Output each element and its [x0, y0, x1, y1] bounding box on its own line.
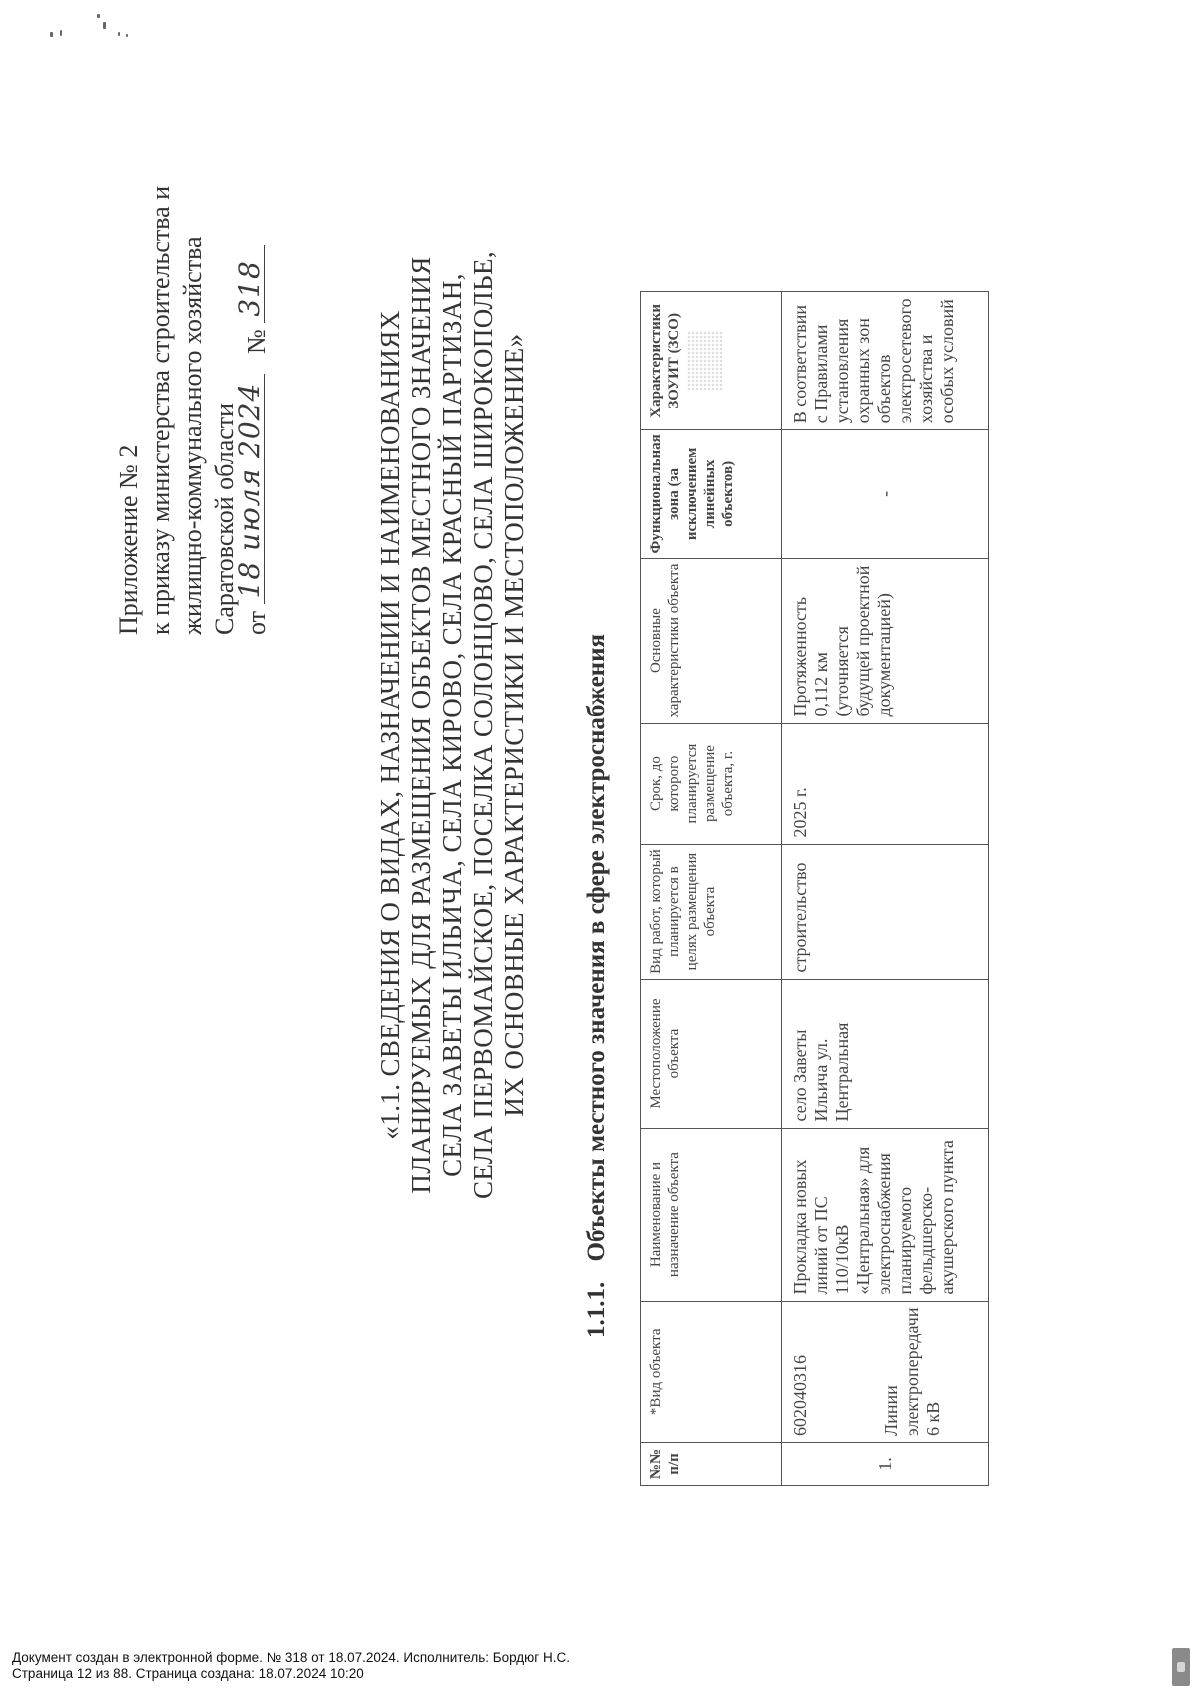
table-row — [782, 292, 989, 1486]
number-signature-line — [233, 245, 266, 323]
scan-speck — [103, 22, 106, 29]
appendix-order-line: к приказу министерства строительства и — [146, 185, 175, 635]
footer-line-2: Страница 12 из 88. Страница создана: 18.07.2024 10:20 — [12, 1666, 364, 1681]
row-num: 1. — [782, 1443, 989, 1486]
header-main: Основные характеристики объекта — [641, 558, 782, 723]
row-name: Прокладка новых линий от ПС 110/10кВ «Центральная» для электроснабжения планируемого фельдшерско-акушерского пункта — [782, 1128, 989, 1301]
header-num: №№ п/п — [641, 1443, 782, 1486]
row-zouit: В соответствии с Правилами установления охранных зон объектов электросетевого хозяйства и особых условий — [782, 292, 989, 430]
appendix-region-line: Саратовской области — [210, 402, 239, 635]
objects-table — [640, 291, 989, 1486]
row-zone: - — [782, 430, 989, 558]
rotated-document-page — [45, 30, 1185, 1640]
appendix-block — [113, 45, 273, 635]
scan-speck — [97, 14, 100, 18]
section-subheading — [583, 634, 611, 1338]
document-footer — [12, 1650, 570, 1682]
header-name: Наименование и назначение объекта — [641, 1128, 782, 1301]
appendix-ministry-line: жилищно-коммунального хозяйства — [178, 236, 207, 635]
handwritten-number: 318 — [233, 260, 266, 317]
header-zouit — [641, 292, 782, 430]
from-label: от — [242, 610, 271, 635]
header-term: Срок, до которого планируется размещение объекта, г. — [641, 723, 782, 844]
heading-line-4: СЕЛА ПЕРВОМАЙСКОЕ, ПОСЕЛКА СОЛОНЦОВО, СЕЛА ШИРОКОПОЛЬЕ, — [468, 250, 498, 1200]
row-work: строительство — [782, 844, 989, 979]
table-header-row — [641, 292, 782, 1486]
section-title: Объекты местного значения в сфере электроснабжения — [583, 633, 610, 1262]
handwritten-date: 18 июля 2024 — [233, 382, 266, 599]
header-work: Вид работ, который планируется в целях размещения объекта — [641, 844, 782, 979]
row-term: 2025 г. — [782, 723, 989, 844]
row-kind-code: 602040316 — [790, 1355, 810, 1436]
header-zouit-label: Характеристики ЗОУИТ (ЗСО) — [648, 303, 682, 418]
appendix-date-line — [233, 45, 273, 635]
heading-line-5: ИХ ОСНОВНЫЕ ХАРАКТЕРИСТИКИ И МЕСТОПОЛОЖЕНИЕ» — [499, 333, 529, 1117]
header-kind: *Вид объекта — [641, 1301, 782, 1442]
header-zone: Функциональная зона (за исключением линейных объектов) — [641, 430, 782, 558]
heading-line-3: СЕЛА ЗАВЕТЫ ИЛЬИЧА, СЕЛА КИРОВО, СЕЛА КРАСНЫЙ ПАРТИЗАН, — [437, 273, 467, 1177]
row-kind: Линии электропередачи 6 кВ — [881, 1307, 943, 1436]
heading-line-2: ПЛАНИРУЕМЫХ ДЛЯ РАЗМЕЩЕНИЯ ОБЪЕКТОВ МЕСТНОГО ЗНАЧЕНИЯ — [406, 256, 436, 1194]
scan-noise — [687, 331, 723, 391]
row-kind-cell — [782, 1301, 989, 1442]
emblem-icon — [1172, 1648, 1190, 1686]
date-signature-line — [233, 374, 266, 604]
header-location: Местоположение объекта — [641, 979, 782, 1128]
heading-line-1: «1.1. СВЕДЕНИЯ О ВИДАХ, НАЗНАЧЕНИИ И НАИМЕНОВАНИЯХ — [375, 310, 405, 1140]
row-location: село Заветы Ильича ул. Центральная — [782, 979, 989, 1128]
footer-line-1: Документ создан в электронной форме. № 318 от 18.07.2024. Исполнитель: Бордюг Н.С. — [12, 1650, 570, 1665]
appendix-title: Приложение № 2 — [114, 444, 143, 635]
number-label: № — [242, 329, 271, 354]
row-main: Протяженность 0,112 км (уточняется будущей проектной документацией) — [782, 558, 989, 723]
section-number: 1.1.1. — [583, 1281, 610, 1338]
page-heading — [375, 60, 530, 1390]
